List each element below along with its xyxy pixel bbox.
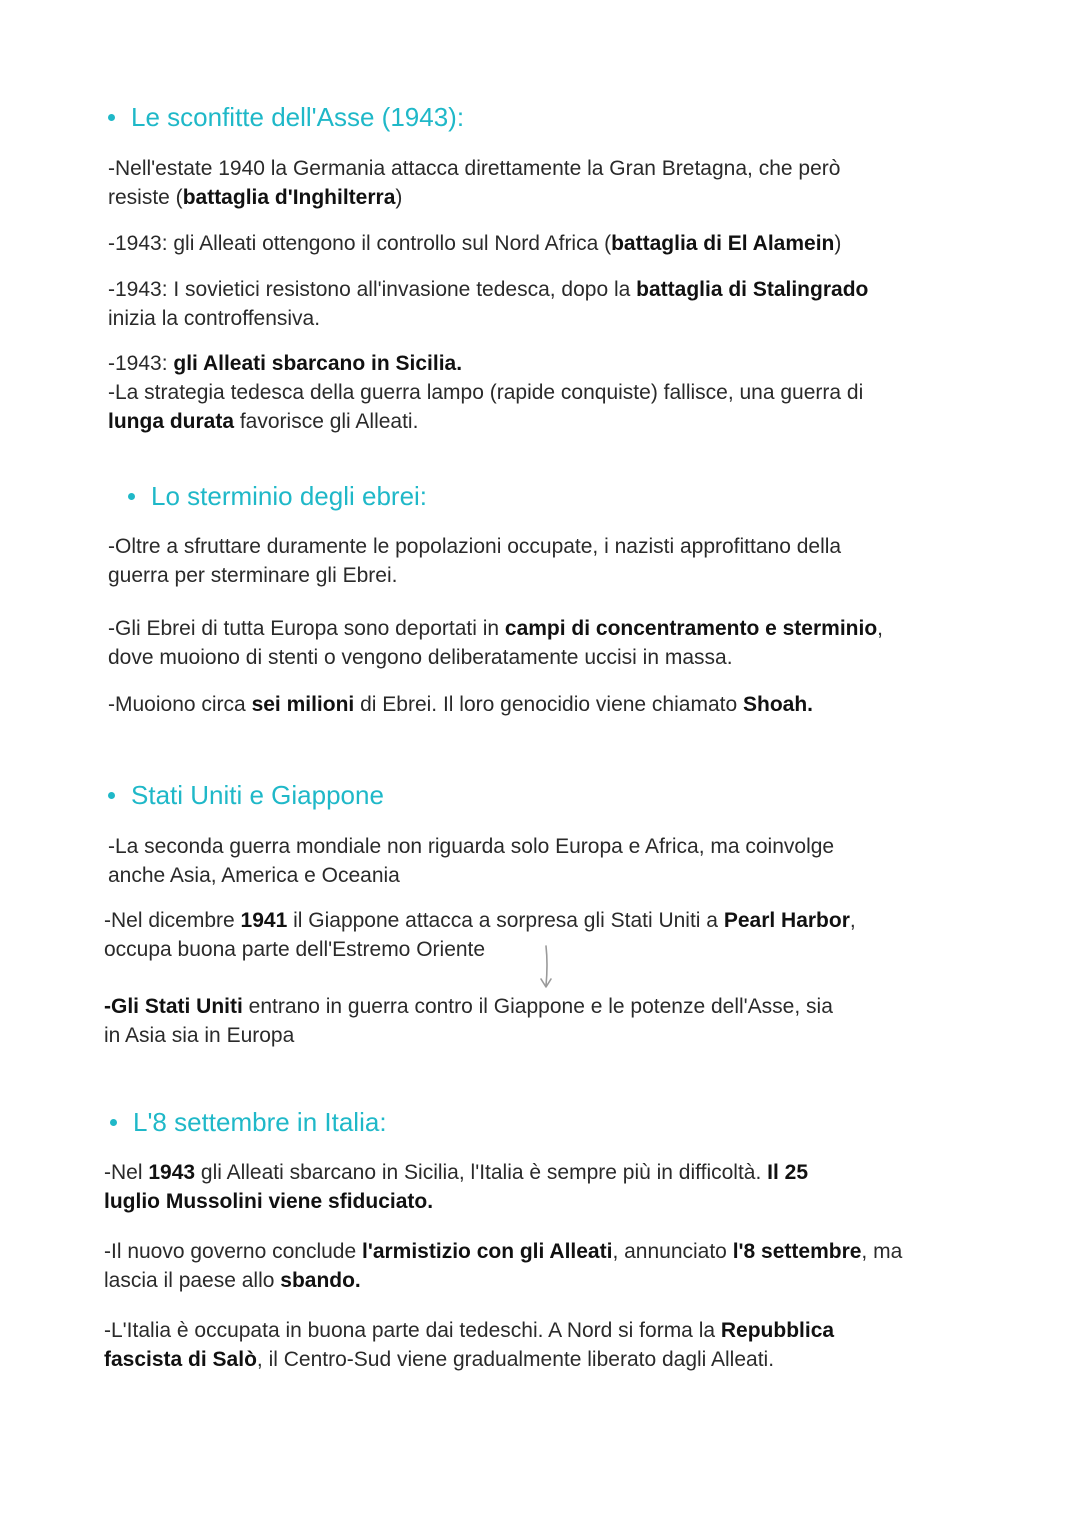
bold-text: Shoah.: [742, 693, 813, 716]
text-line: [104, 935, 856, 964]
paragraph: [104, 906, 856, 964]
paragraph: [108, 229, 841, 258]
text-run: ): [834, 232, 842, 255]
text-line: [108, 532, 841, 561]
text-run: -Nell'estate 1940 la Germania attacca direttamente la Gran Bretagna, che però: [108, 157, 841, 180]
text-line: [104, 1158, 808, 1187]
text-run: guerra per sterminare gli Ebrei.: [108, 564, 398, 587]
text-run: in Asia sia in Europa: [104, 1024, 295, 1047]
bold-text: Pearl Harbor: [723, 909, 850, 932]
down-arrow-icon: [536, 944, 556, 992]
heading-text: Lo sterminio degli ebrei:: [151, 481, 428, 511]
paragraph: [104, 1237, 902, 1295]
heading-text: Stati Uniti e Giappone: [131, 780, 384, 810]
text-run: -La seconda guerra mondiale non riguarda solo Europa e Africa, ma coinvolge: [108, 835, 835, 858]
text-run: -Muoiono circa: [108, 693, 252, 716]
bold-text: gli Alleati sbarcano in Sicilia.: [173, 352, 463, 375]
text-run: , ma: [861, 1240, 903, 1263]
text-run: occupa buona parte dell'Estremo Oriente: [104, 938, 486, 961]
text-line: [108, 154, 840, 183]
text-line: [108, 407, 863, 436]
paragraph: [108, 154, 840, 212]
heading-usa-japan: [108, 780, 384, 811]
bold-text: battaglia di Stalingrado: [636, 278, 869, 301]
text-run: ,: [849, 909, 856, 932]
paragraph: [108, 690, 813, 719]
bold-text: battaglia d'Inghilterra: [182, 186, 396, 209]
bold-text: campi di concentramento e sterminio: [504, 617, 878, 640]
paragraph: [108, 275, 868, 333]
bold-text: 1943: [148, 1161, 196, 1184]
text-run: di Ebrei. Il loro genocidio viene chiamato: [354, 693, 743, 716]
bold-text: Il 25: [767, 1161, 809, 1184]
bullet-icon: [110, 1119, 117, 1126]
paragraph: [104, 1316, 834, 1374]
text-line: [108, 614, 883, 643]
text-line: [104, 1345, 834, 1374]
text-line: [104, 1266, 902, 1295]
text-line: [108, 275, 868, 304]
text-line: [104, 1187, 808, 1216]
text-run: , il Centro-Sud viene gradualmente liberato dagli Alleati.: [256, 1348, 775, 1371]
bullet-icon: [108, 792, 115, 799]
bold-text: 1941: [240, 909, 288, 932]
bullet-icon: [108, 114, 115, 121]
text-line: [104, 1021, 833, 1050]
text-line: [108, 832, 834, 861]
text-line: [108, 643, 883, 672]
bold-text: luglio Mussolini viene sfiduciato.: [104, 1190, 434, 1213]
text-line: [104, 1237, 902, 1266]
text-run: resiste (: [108, 186, 183, 209]
bold-text: lunga durata: [108, 410, 235, 433]
text-run: dove muoiono di stenti o vengono deliberatamente uccisi in massa.: [108, 646, 733, 669]
text-line: [108, 690, 813, 719]
text-run: il Giappone attacca a sorpresa gli Stati Uniti a: [287, 909, 724, 932]
text-run: -L'Italia è occupata in buona parte dai tedeschi. A Nord si forma la: [104, 1319, 721, 1342]
text-run: -Gli Ebrei di tutta Europa sono deportati in: [108, 617, 505, 640]
text-line: [104, 992, 833, 1021]
text-line: [108, 304, 868, 333]
paragraph: [108, 832, 834, 890]
text-line: [108, 349, 863, 378]
text-run: -Il nuovo governo conclude: [104, 1240, 362, 1263]
paragraph: [104, 992, 833, 1050]
text-run: anche Asia, America e Oceania: [108, 864, 400, 887]
bold-text: sei milioni: [251, 693, 355, 716]
paragraph: [104, 1158, 808, 1216]
text-line: [108, 378, 863, 407]
text-run: inizia la controffensiva.: [108, 307, 321, 330]
text-line: [104, 906, 856, 935]
text-run: -1943: I sovietici resistono all'invasione tedesca, dopo la: [108, 278, 637, 301]
heading-jews-extermination: [128, 481, 427, 512]
text-run: -Nel dicembre: [104, 909, 241, 932]
heading-sept-8-italy: [110, 1107, 387, 1138]
bold-text: sbando.: [280, 1269, 361, 1292]
text-run: -La strategia tedesca della guerra lampo (rapide conquiste) fallisce, una guerra di: [108, 381, 864, 404]
text-run: entrano in guerra contro il Giappone e le potenze dell'Asse, sia: [242, 995, 833, 1018]
heading-axis-defeats: [108, 102, 464, 133]
heading-text: Le sconfitte dell'Asse (1943):: [131, 102, 465, 132]
text-run: -1943: gli Alleati ottengono il controllo sul Nord Africa (: [108, 232, 612, 255]
text-run: favorisce gli Alleati.: [234, 410, 419, 433]
text-line: [108, 561, 841, 590]
text-run: lascia il paese allo: [104, 1269, 281, 1292]
bold-text: fascista di Salò: [104, 1348, 257, 1371]
paragraph: [108, 532, 841, 590]
heading-text: L'8 settembre in Italia:: [133, 1107, 387, 1137]
text-run: gli Alleati sbarcano in Sicilia, l'Italia è sempre più in difficoltà.: [195, 1161, 768, 1184]
bold-text: Repubblica: [720, 1319, 835, 1342]
text-line: [108, 229, 841, 258]
text-run: , annunciato: [612, 1240, 733, 1263]
paragraph: [108, 349, 863, 436]
paragraph: [108, 614, 883, 672]
text-run: ,: [877, 617, 883, 640]
bold-text: l'8 settembre: [732, 1240, 862, 1263]
text-line: [104, 1316, 834, 1345]
text-run: ): [395, 186, 403, 209]
bold-text: l'armistizio con gli Alleati: [362, 1240, 613, 1263]
text-run: -1943:: [108, 352, 174, 375]
text-line: [108, 183, 840, 212]
text-run: -Oltre a sfruttare duramente le popolazioni occupate, i nazisti approfittano della: [108, 535, 842, 558]
bold-text: -Gli Stati Uniti: [104, 995, 243, 1018]
text-line: [108, 861, 834, 890]
text-run: -Nel: [104, 1161, 149, 1184]
bullet-icon: [128, 493, 135, 500]
bold-text: battaglia di El Alamein: [611, 232, 835, 255]
